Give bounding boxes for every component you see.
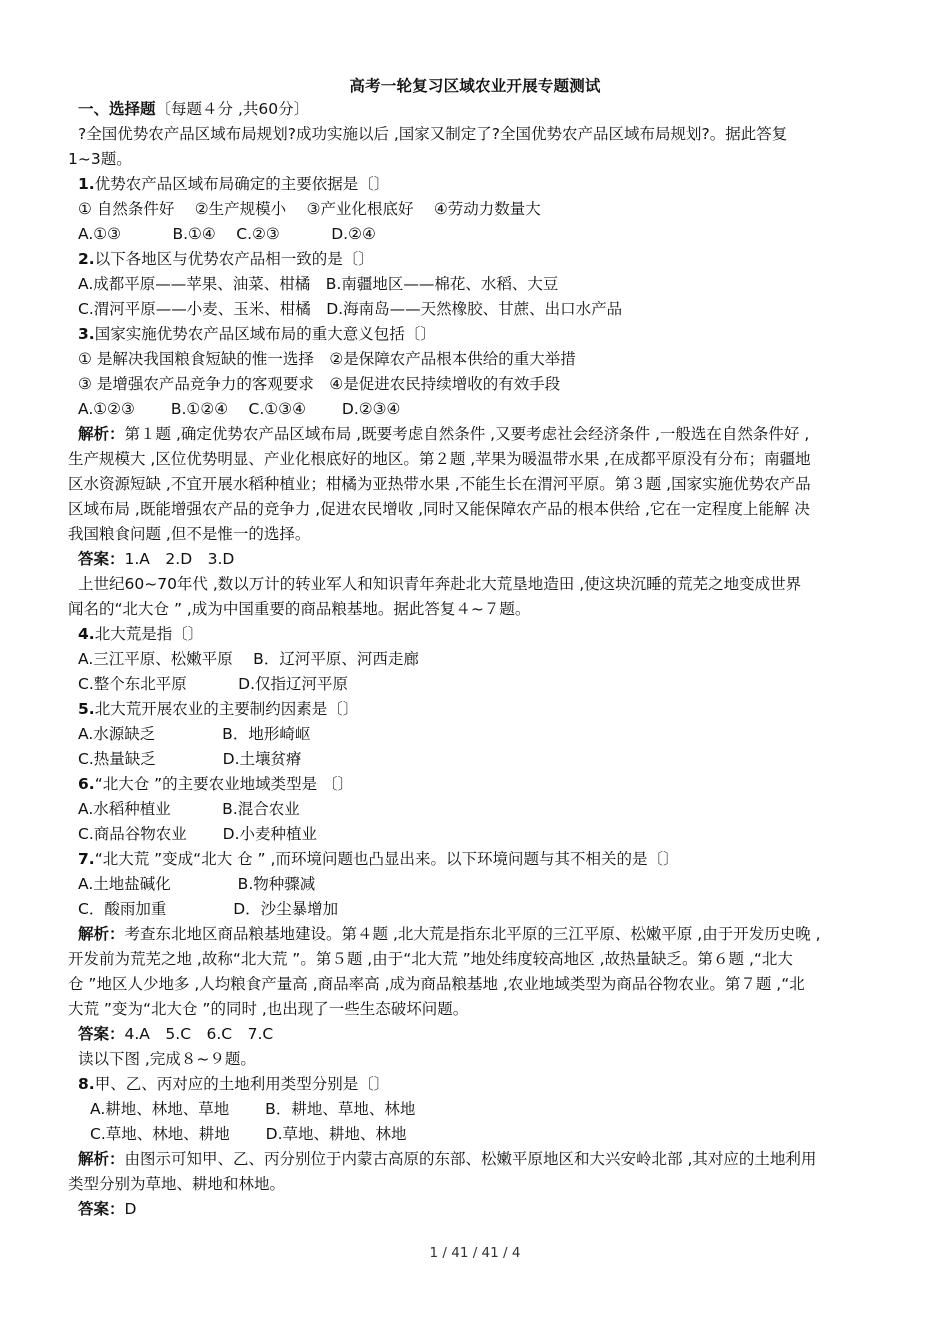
analysis-label: 解析：: [78, 425, 125, 443]
answer-2: [78, 1024, 273, 1044]
section-head-label: 一、选择题: [78, 100, 156, 118]
question-6: [78, 774, 353, 794]
question-text: 甲、乙、丙对应的土地利用类型分别是〔〕: [94, 1075, 390, 1093]
question-number: 4.: [78, 625, 95, 643]
question-7-option-line: A.土地盐碱化 B.物种骤减: [78, 875, 316, 893]
analysis-label: 解析：: [78, 925, 125, 943]
answer-text: D: [124, 1200, 137, 1218]
analysis-3: [78, 1149, 816, 1169]
question-text: 北大荒开展农业的主要制约因素是〔〕: [94, 700, 359, 718]
analysis-line: 区域布局 ,既能增强农产品的竞争力 ,促进农民增收 ,同时又能保障农产品的根本供给 ,它在一定程度上能解 决: [68, 500, 810, 518]
question-text: 优势农产品区域布局确定的主要依据是〔〕: [94, 175, 390, 193]
analysis-1: [78, 424, 809, 444]
analysis-line: 我国粮食问题 ,但不是惟一的选择。: [68, 525, 311, 543]
answer-label: 答案：: [78, 550, 125, 568]
answer-1: [78, 549, 234, 569]
answer-text: 1.A 2.D 3.D: [124, 550, 235, 568]
analysis-line: 大荒 ”变为“北大仓 ”的同时 ,也出现了一些生态破坏问题。: [68, 1000, 469, 1018]
question-4: [78, 624, 203, 644]
intro-line: 闻名的“北大仓 ” ,成为中国重要的商品粮基地。据此答复４~７题。: [68, 600, 531, 618]
analysis-line: 生产规模大 ,区位优势明显、产业化根底好的地区。第２题 ,苹果为暖温带水果 ,在成都平原没有分布；南疆地: [68, 450, 811, 468]
question-8: [78, 1074, 389, 1094]
question-4-option-line: A.三江平原、松嫩平原 B．辽河平原、河西走廊: [78, 650, 419, 668]
analysis-line: 类型分别为草地、耕地和林地。: [68, 1175, 286, 1193]
question-3-choice-line: ③ 是增强农产品竞争力的客观要求 ④是促进农民持续增收的有效手段: [78, 375, 561, 393]
question-7: [78, 849, 678, 869]
question-1: [78, 174, 389, 194]
question-5-option-line: C.热量缺乏 D.土壤贫瘠: [78, 750, 302, 768]
intro-line: ?全国优势农产品区域布局规划?成功实施以后 ,国家又制定了?全国优势农产品区域布局规划?。据此答复: [78, 125, 788, 143]
intro-line: 读以下图 ,完成８~９题。: [78, 1050, 256, 1068]
question-3: [78, 324, 436, 344]
analysis-2: [78, 924, 821, 944]
section-heading: [78, 99, 309, 119]
question-8-option-line: C.草地、林地、耕地 D.草地、耕地、林地: [90, 1125, 407, 1143]
question-7-option-line: C．酸雨加重 D．沙尘暴增加: [78, 900, 339, 918]
page-title: 高考一轮复习区域农业开展专题测试: [349, 77, 601, 95]
question-number: 2.: [78, 250, 95, 268]
question-text: “北大荒 ”变成“北大 仓 ” ,而环境问题也凸显出来。以下环境问题与其不相关的是〔〕: [94, 850, 679, 868]
answer-label: 答案：: [78, 1200, 125, 1218]
question-3-choice-line: ① 是解决我国粮食短缺的惟一选择 ②是保障农产品根本供给的重大举措: [78, 350, 576, 368]
question-text: 以下各地区与优势农产品相一致的是〔〕: [94, 250, 374, 268]
question-2-option-line: A.成都平原——苹果、油菜、柑橘 B.南疆地区——棉花、水稻、大豆: [78, 275, 559, 293]
analysis-line: 区水资源短缺 ,不宜开展水稻种植业；柑橘为亚热带水果 ,不能生长在渭河平原。第３题 ,国家实施优势农产品: [68, 475, 811, 493]
question-2-option-line: C.渭河平原——小麦、玉米、柑橘 D.海南岛——天然橡胶、甘蔗、出口水产品: [78, 300, 623, 318]
question-5: [78, 699, 358, 719]
analysis-label: 解析：: [78, 1150, 125, 1168]
answer-text: 4.A 5.C 6.C 7.C: [124, 1025, 274, 1043]
analysis-line: 仓 ”地区人少地多 ,人均粮食产量高 ,商品率高 ,成为商品粮基地 ,农业地域类型为商品谷物农业。第７题 ,“北: [68, 975, 805, 993]
question-text: 北大荒是指〔〕: [94, 625, 204, 643]
analysis-line: 考查东北地区商品粮基地建设。第４题 ,北大荒是指东北平原的三江平原、松嫩平原 ,由于开发历史晚 ,: [124, 925, 821, 943]
question-text: 国家实施优势农产品区域布局的重大意义包括〔〕: [94, 325, 436, 343]
question-number: 1.: [78, 175, 95, 193]
answer-label: 答案：: [78, 1025, 125, 1043]
page-number: 1 / 41 / 41 / 4: [429, 1245, 521, 1261]
question-number: 8.: [78, 1075, 95, 1093]
question-1-options: A.①③ B.①④ C.②③ D.②④: [78, 225, 376, 243]
analysis-line: 第１题 ,确定优势农产品区域布局 ,既要考虑自然条件 ,又要考虑社会经济条件 ,一般选在自然条件好 ,: [124, 425, 810, 443]
question-number: 7.: [78, 850, 95, 868]
question-number: 5.: [78, 700, 95, 718]
question-6-option-line: C.商品谷物农业 D.小麦种植业: [78, 825, 318, 843]
question-1-choices: ① 自然条件好 ②生产规模小 ③产业化根底好 ④劳动力数量大: [78, 200, 541, 218]
analysis-line: 由图示可知甲、乙、丙分别位于内蒙古高原的东部、松嫩平原地区和大兴安岭北部 ,其对应的土地利用: [124, 1150, 817, 1168]
question-6-option-line: A.水稻种植业 B.混合农业: [78, 800, 300, 818]
question-3-options: A.①②③ B.①②④ C.①③④ D.②③④: [78, 400, 401, 418]
answer-3: [78, 1199, 136, 1219]
intro-line: 1~3题。: [68, 150, 132, 168]
section-head-note: 〔每题４分 ,共60分〕: [155, 100, 310, 118]
question-8-option-line: A.耕地、林地、草地 B．耕地、草地、林地: [90, 1100, 416, 1118]
question-number: 6.: [78, 775, 95, 793]
question-5-option-line: A.水源缺乏 B．地形崎岖: [78, 725, 311, 743]
question-number: 3.: [78, 325, 95, 343]
question-text: “北大仓 ”的主要农业地域类型是 〔〕: [94, 775, 354, 793]
question-2: [78, 249, 374, 269]
analysis-line: 开发前为荒芜之地 ,故称“北大荒 ”。第５题 ,由于“北大荒 ”地处纬度较高地区 ,故热量缺乏。第６题 ,“北大: [68, 950, 793, 968]
question-4-option-line: C.整个东北平原 D.仅指辽河平原: [78, 675, 349, 693]
intro-line: 上世纪60~70年代 ,数以万计的转业军人和知识青年奔赴北大荒垦地造田 ,使这块沉睡的荒芜之地变成世界: [78, 575, 802, 593]
